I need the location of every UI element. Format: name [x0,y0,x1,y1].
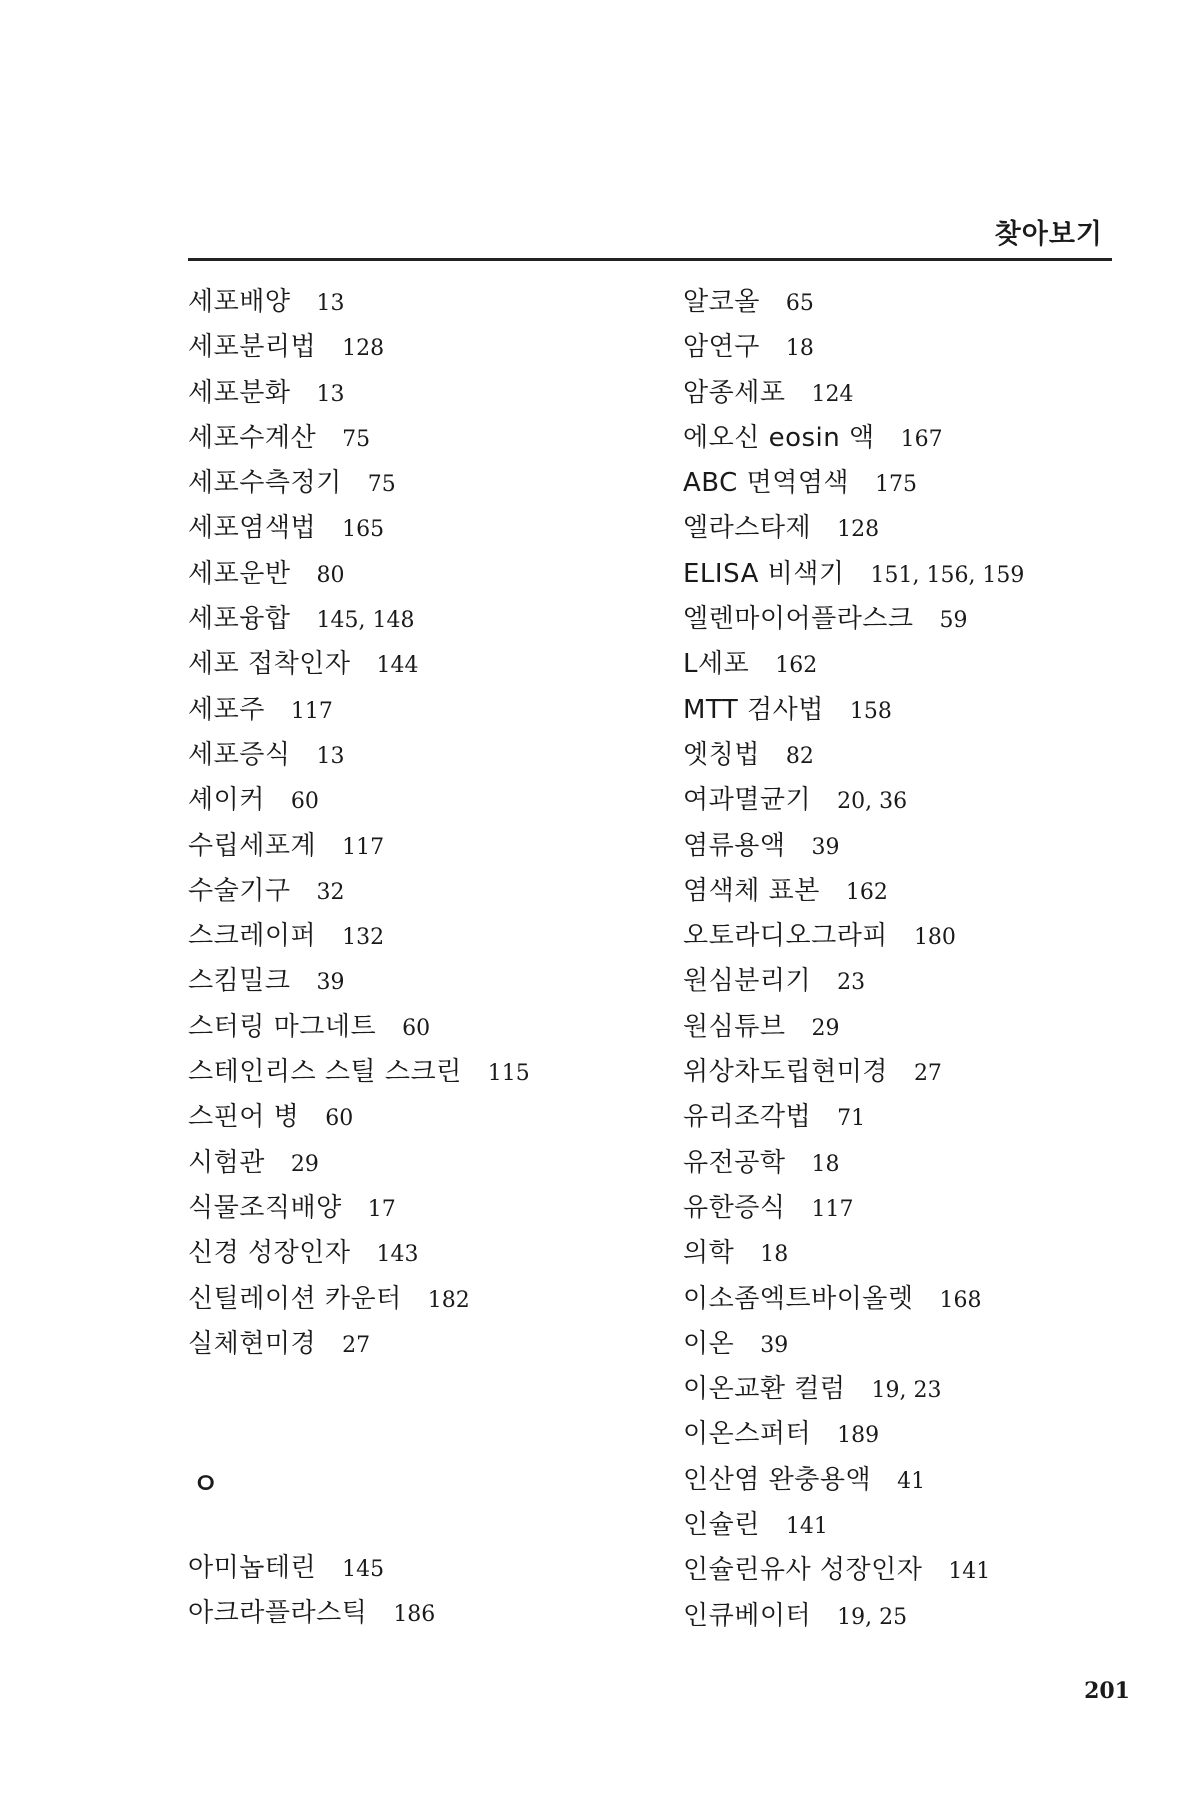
index-term: 유전공학 [683,1147,786,1178]
index-term: 세포 접착인자 [188,649,351,680]
index-term: 셰이커 [188,785,265,816]
index-term: 신틸레이션 카운터 [188,1283,402,1314]
index-page-refs: 13 [316,291,345,316]
index-term: 에오신 eosin 액 [683,422,875,453]
index-term: ELISA 비색기 [683,558,845,589]
index-page-refs: 23 [837,970,866,996]
index-entry [188,1322,648,1367]
index-entry [683,1186,1143,1231]
index-page-refs: 115 [487,1061,530,1087]
index-term: 암종세포 [683,377,786,408]
index-page-refs: 128 [837,517,880,543]
index-entry [188,416,648,461]
index-entry [683,1277,1143,1322]
index-page-refs: 19, 23 [871,1378,942,1404]
index-page-refs: 145, 148 [316,608,415,634]
index-term: 인슐린 [683,1510,760,1541]
index-entry [683,371,1143,416]
index-term: 아크라플라스틱 [188,1598,368,1629]
index-entry [188,1095,648,1140]
index-page-refs: 41 [897,1468,926,1494]
index-term: 의학 [683,1238,735,1269]
index-entry [188,642,648,687]
section-letter: ㅇ [192,1467,220,1500]
index-entry [683,1548,1143,1593]
index-page-refs: 17 [367,1196,396,1222]
index-term: MTT 검사법 [683,694,824,725]
index-entry [683,733,1143,778]
header-divider [188,258,1112,261]
index-term: 여과멸균기 [683,785,812,816]
index-term: 오토라디오그라피 [683,921,888,952]
index-term: 위상차도립현미경 [683,1057,888,1088]
index-entry [683,597,1143,642]
index-term: 수립세포계 [188,830,317,861]
index-term: L세포 [683,649,750,680]
index-term: 세포융합 [188,604,291,635]
index-term: 신경 성장인자 [188,1238,351,1269]
index-entry [188,280,648,325]
index-term: 알코올 [683,287,760,317]
index-entry [683,416,1143,461]
index-entry [188,688,648,733]
index-entry [683,642,1143,687]
index-term: 스킴밀크 [188,966,291,997]
index-term: 암연구 [683,332,760,363]
index-entry [188,371,648,416]
index-entry [683,1594,1143,1639]
index-term: 세포운반 [188,558,291,589]
index-term: 원심분리기 [683,966,812,997]
index-entry [188,597,648,642]
index-term: 이온 [683,1328,735,1359]
index-page-refs: 18 [811,1151,840,1177]
index-term: 유리조각법 [683,1102,812,1133]
index-page-refs: 143 [376,1242,419,1268]
index-term: 스핀어 병 [188,1102,300,1133]
index-entry [188,1186,648,1231]
page-number: 201 [1084,1678,1130,1704]
index-page-refs: 60 [290,789,319,815]
index-entry [188,1005,648,1050]
index-page-refs: 117 [811,1196,854,1222]
index-page-refs: 39 [811,834,840,860]
index-entry [188,778,648,823]
index-entry [188,1231,648,1276]
index-entry [683,778,1143,823]
index-entry [188,1050,648,1095]
index-page-refs: 158 [849,698,892,724]
index-term: 이온교환 컬럼 [683,1374,846,1405]
index-page-refs: 141 [785,1514,828,1540]
index-page-refs: 117 [342,834,385,860]
index-entry [188,824,648,869]
index-page-refs: 59 [939,608,968,634]
index-term: 염색체 표본 [683,875,820,906]
index-page-refs: 27 [342,1332,371,1358]
index-entry [683,1095,1143,1140]
index-entry [683,914,1143,959]
index-term: 실체현미경 [188,1328,317,1359]
index-page-refs: 132 [342,925,385,951]
index-entry [188,1546,435,1591]
index-entry [188,869,648,914]
index-term: 스테인리스 스틸 스크린 [188,1057,462,1088]
index-term: 시험관 [188,1147,265,1178]
index-page-refs: 39 [316,970,345,996]
index-page-refs: 32 [316,879,345,905]
index-entry [683,1322,1143,1367]
index-page-refs: 75 [342,426,371,452]
index-page-refs: 60 [402,1015,431,1041]
index-entry [188,1141,648,1186]
index-page-refs: 13 [316,381,345,407]
index-term: 세포분리법 [188,332,317,363]
index-right-column [683,280,1143,1639]
index-entry [683,1050,1143,1095]
index-term: 이소좀엑트바이올렛 [683,1283,914,1314]
index-term: 엘렌마이어플라스크 [683,604,914,635]
index-page-refs: 18 [760,1242,789,1268]
index-term: 식물조직배양 [188,1192,342,1223]
index-entry [683,959,1143,1004]
index-left-column [188,280,648,1367]
index-entry [683,824,1143,869]
index-term: 인산염 완충용액 [683,1464,872,1495]
page-header-title: 찾아보기 [994,219,1103,250]
index-term: 엘라스타제 [683,513,812,544]
index-left-column-second-section [188,1546,435,1637]
index-page-refs: 162 [775,653,818,679]
index-term: 원심튜브 [683,1011,786,1042]
index-page-refs: 39 [760,1332,789,1358]
index-entry [683,1367,1143,1412]
index-term: 스터링 마그네트 [188,1011,377,1042]
index-term: ABC 면역염색 [683,468,850,499]
index-page-refs: 128 [342,336,385,362]
index-entry [188,1591,435,1636]
index-page-refs: 13 [316,743,345,769]
index-term: 인슐린유사 성장인자 [683,1555,923,1586]
index-page-refs: 80 [316,562,345,588]
index-entry [188,959,648,1004]
index-term: 세포수측정기 [188,468,342,499]
index-page-refs: 18 [785,336,814,362]
index-page-refs: 71 [837,1106,866,1132]
index-page-refs: 20, 36 [837,789,908,815]
index-entry [683,1005,1143,1050]
index-entry [683,1412,1143,1457]
index-entry [188,506,648,551]
index-term: 세포분화 [188,377,291,408]
index-term: 유한증식 [683,1192,786,1223]
index-entry [188,461,648,506]
index-entry [683,506,1143,551]
index-entry [188,733,648,778]
index-page-refs: 182 [427,1287,470,1313]
index-entry [683,1141,1143,1186]
index-term: 세포주 [188,694,265,725]
index-page-refs: 144 [376,653,419,679]
index-page-refs: 180 [913,925,956,951]
index-entry [683,1231,1143,1276]
index-page-refs: 82 [785,743,814,769]
index-term: 이온스퍼터 [683,1419,812,1450]
index-page-refs: 60 [325,1106,354,1132]
index-entry [683,688,1143,733]
index-entry [683,869,1143,914]
index-entry [683,552,1143,597]
index-term: 인큐베이터 [683,1600,812,1631]
index-page-refs: 27 [913,1061,942,1087]
index-page-refs: 145 [342,1557,385,1582]
index-page-refs: 189 [837,1423,880,1449]
index-term: 세포배양 [188,287,291,317]
index-page-refs: 175 [875,472,918,498]
index-page-refs: 29 [811,1015,840,1041]
index-term: 스크레이퍼 [188,921,317,952]
index-entry [188,552,648,597]
index-page-refs: 19, 25 [837,1604,908,1630]
index-page-refs: 165 [342,517,385,543]
index-page-refs: 168 [939,1287,982,1313]
index-term: 세포수계산 [188,422,317,453]
index-term: 아미놉테린 [188,1553,317,1583]
index-term: 수술기구 [188,875,291,906]
index-entry [683,1503,1143,1548]
index-entry [188,914,648,959]
index-term: 세포증식 [188,739,291,770]
index-entry [188,325,648,370]
index-term: 염류용액 [683,830,786,861]
index-entry [683,280,1143,325]
index-entry [683,461,1143,506]
index-page-refs: 186 [393,1602,436,1628]
index-entry [683,325,1143,370]
index-page-refs: 65 [785,291,814,316]
index-page-refs: 29 [290,1151,319,1177]
index-entry [683,1458,1143,1503]
index-page-refs: 124 [811,381,854,407]
index-page-refs: 167 [900,426,943,452]
index-page-refs: 151, 156, 159 [870,562,1025,588]
index-term: 엣칭법 [683,739,760,770]
index-page-refs: 141 [948,1559,991,1585]
index-term: 세포염색법 [188,513,317,544]
index-page-refs: 162 [845,879,888,905]
index-page-refs: 75 [367,472,396,498]
index-entry [188,1277,648,1322]
index-page-refs: 117 [290,698,333,724]
